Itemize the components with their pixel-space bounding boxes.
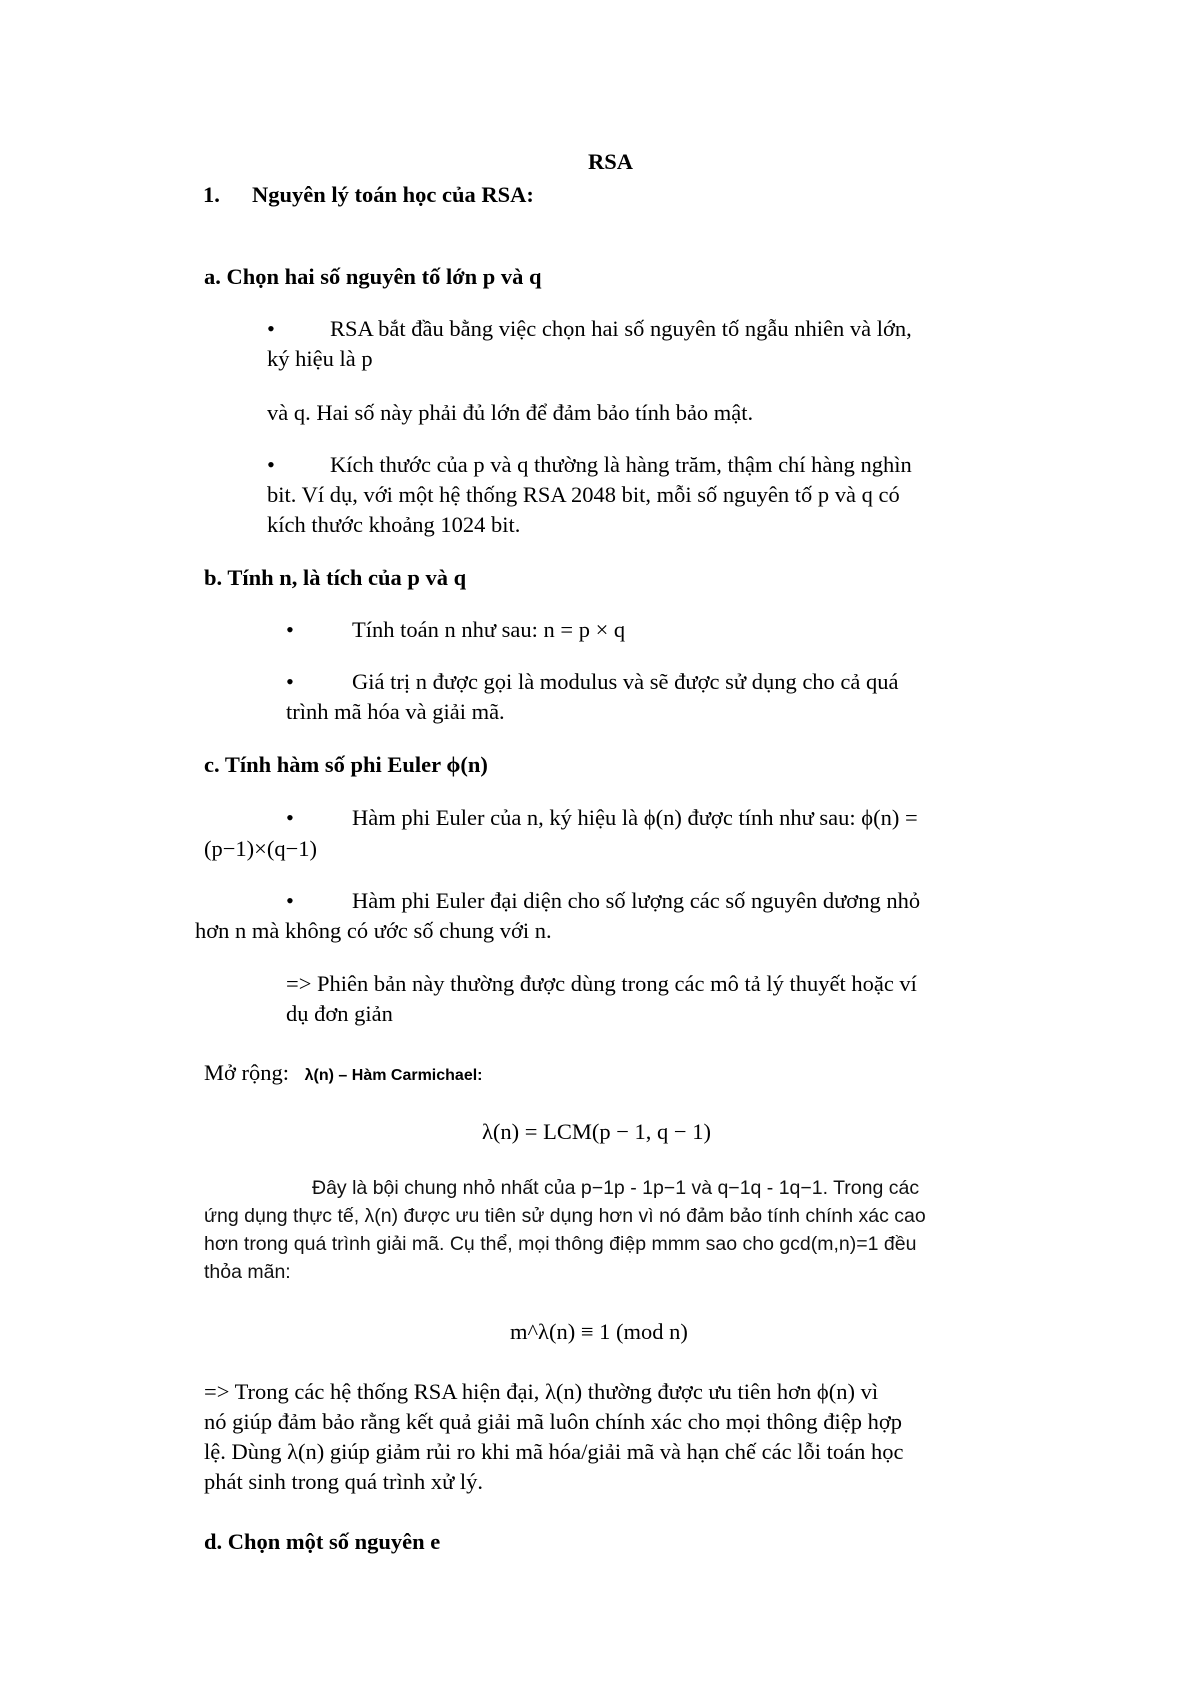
section-heading: Nguyên lý toán học của RSA: <box>252 182 534 207</box>
extension-para-line2: ứng dụng thực tế, λ(n) được ưu tiên sử dụng hơn vì nó đảm bảo tính chính xác cao <box>204 1205 926 1227</box>
conclusion-line2: nó giúp đảm bảo rằng kết quả giải mã luôn chính xác cho mọi thông điệp hợp <box>204 1409 902 1434</box>
b-bullet2-line1: Giá trị n được gọi là modulus và sẽ được sử dụng cho cả quá <box>352 669 899 694</box>
a-bullet2-line2: bit. Ví dụ, với một hệ thống RSA 2048 bit, mỗi số nguyên tố p và q có <box>267 482 900 507</box>
section-number: 1. <box>203 182 220 207</box>
subsection-b-heading: b. Tính n, là tích của p và q <box>204 565 467 590</box>
conclusion-line1: => Trong các hệ thống RSA hiện đại, λ(n) thường được ưu tiên hơn ϕ(n) vì <box>204 1379 879 1404</box>
extension-para-line1: Đây là bội chung nhỏ nhất của p−1p - 1p−1 và q−1q - 1q−1. Trong các <box>312 1177 920 1199</box>
a-bullet2-line3: kích thước khoảng 1024 bit. <box>267 512 521 537</box>
bullet-icon: • <box>286 669 294 694</box>
bullet-icon: • <box>267 316 275 341</box>
bullet-icon: • <box>286 805 294 830</box>
extension-sublabel: λ(n) – Hàm Carmichael: <box>304 1067 483 1084</box>
conclusion-line3: lệ. Dùng λ(n) giúp giảm rủi ro khi mã hóa/giải mã và hạn chế các lỗi toán học <box>204 1439 904 1464</box>
a-bullet2-line1: Kích thước của p và q thường là hàng trăm, thậm chí hàng nghìn <box>330 452 912 477</box>
document-title: RSA <box>588 149 634 174</box>
b-bullet1: Tính toán n như sau: n = p × q <box>352 617 626 642</box>
c-bullet2-line2: hơn n mà không có ước số chung với n. <box>195 918 552 943</box>
bullet-icon: • <box>286 617 294 642</box>
c-note-line1: => Phiên bản này thường được dùng trong các mô tả lý thuyết hoặc ví <box>286 971 917 996</box>
c-note-line2: dụ đơn giản <box>286 1001 393 1026</box>
carmichael-formula: λ(n) = LCM(p − 1, q − 1) <box>482 1119 711 1144</box>
c-bullet1-line1: Hàm phi Euler của n, ký hiệu là ϕ(n) được tính như sau: ϕ(n) = <box>352 805 918 830</box>
subsection-d-heading: d. Chọn một số nguyên e <box>204 1529 441 1554</box>
conclusion-line4: phát sinh trong quá trình xử lý. <box>204 1469 484 1494</box>
bullet-icon: • <box>267 452 275 477</box>
extension-label-text: Mở rộng: <box>204 1060 290 1085</box>
subsection-c-heading: c. Tính hàm số phi Euler ϕ(n) <box>204 752 488 777</box>
a-bullet1-line1: RSA bắt đầu bằng việc chọn hai số nguyên tố ngẫu nhiên và lớn, <box>330 316 912 341</box>
extension-para-line3: hơn trong quá trình giải mã. Cụ thể, mọi thông điệp mmm sao cho gcd(m,n)=1 đều <box>204 1233 917 1255</box>
a-line3: và q. Hai số này phải đủ lớn để đảm bảo tính bảo mật. <box>267 400 754 425</box>
extension-label <box>204 1058 483 1091</box>
subsection-a-heading: a. Chọn hai số nguyên tố lớn p và q <box>204 264 542 289</box>
a-bullet1-line2: ký hiệu là p <box>267 346 373 371</box>
congruence-formula: m^λ(n) ≡ 1 (mod n) <box>510 1319 688 1344</box>
extension-para-line4: thỏa mãn: <box>204 1261 291 1283</box>
b-bullet2-line2: trình mã hóa và giải mã. <box>286 699 505 724</box>
bullet-icon: • <box>286 888 294 913</box>
c-bullet2-line1: Hàm phi Euler đại diện cho số lượng các số nguyên dương nhỏ <box>352 888 921 913</box>
c-bullet1-line2: (p−1)×(q−1) <box>204 836 318 861</box>
